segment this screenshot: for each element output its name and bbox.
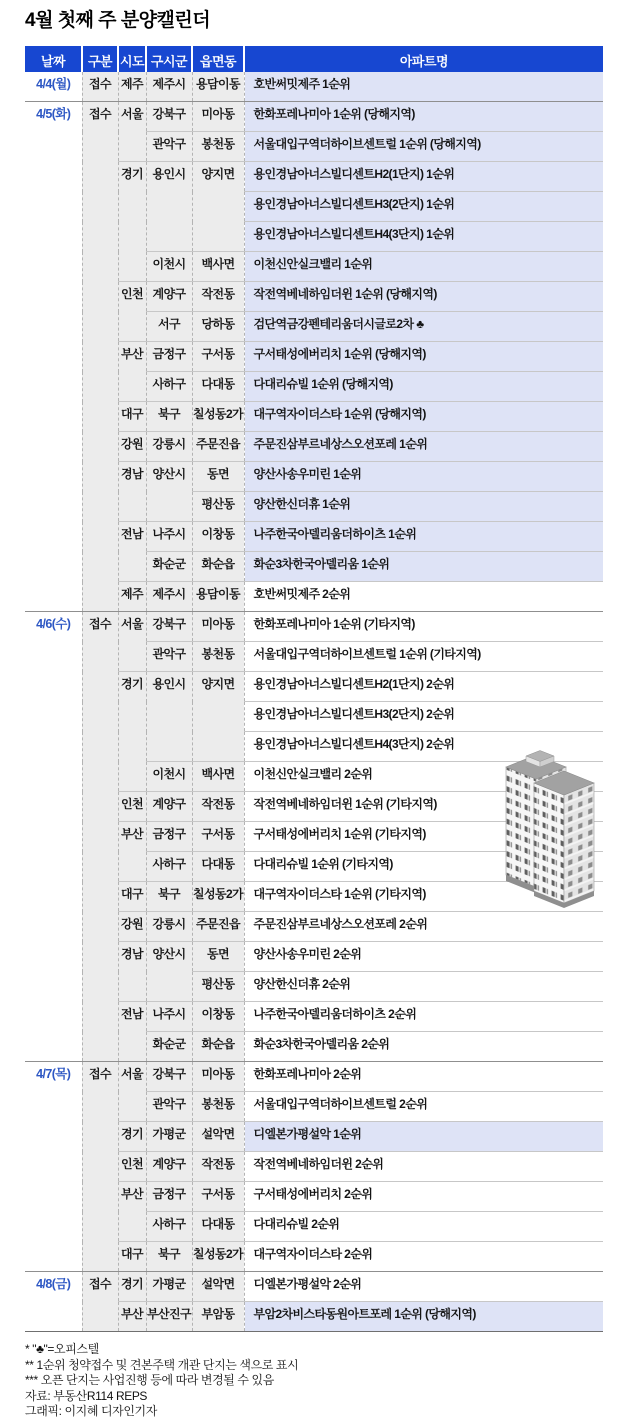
cell-apt: 호반써밋제주 2순위 (244, 582, 603, 612)
cell-gu: 사하구 (146, 1212, 192, 1242)
cell-apt: 주문진삼부르네상스오션포레 1순위 (244, 432, 603, 462)
cell-apt: 나주한국아델리움더하이츠 2순위 (244, 1002, 603, 1032)
cell-gu: 강릉시 (146, 912, 192, 942)
cell-dong: 칠성동2가 (192, 882, 244, 912)
column-header: 시도 (118, 46, 146, 72)
cell-apt: 서울대입구역더하이브센트럴 2순위 (244, 1092, 603, 1122)
cell-dong: 이창동 (192, 1002, 244, 1032)
infographic (0, 9, 620, 1418)
cell-sido: 강원 (118, 432, 146, 462)
cell-dong: 주문진읍 (192, 432, 244, 462)
cell-apt: 호반써밋제주 1순위 (244, 72, 603, 102)
table-body (25, 72, 603, 1332)
table-row (25, 1272, 603, 1302)
cell-dong: 다대동 (192, 372, 244, 402)
cell-apt: 한화포레나미아 1순위 (당해지역) (244, 102, 603, 132)
cell-dong: 설악면 (192, 1272, 244, 1302)
cell-cat: 접수 (82, 72, 118, 102)
cell-sido: 대구 (118, 402, 146, 432)
cell-apt: 양산한신더휴 2순위 (244, 972, 603, 1002)
cell-gu: 나주시 (146, 1002, 192, 1032)
cell-apt: 구서태성에버리치 1순위 (당해지역) (244, 342, 603, 372)
cell-gu: 화순군 (146, 1032, 192, 1062)
cell-sido: 경기 (118, 1272, 146, 1302)
cell-gu: 계양구 (146, 282, 192, 312)
cell-apt: 주문진삼부르네상스오션포레 2순위 (244, 912, 603, 942)
cell-apt: 다대리슈빌 1순위 (기타지역) (244, 852, 603, 882)
cell-date: 4/8(금) (25, 1272, 82, 1332)
cell-apt: 용인경남아너스빌디센트H3(2단지) 1순위 (244, 192, 603, 222)
cell-sido: 부산 (118, 342, 146, 402)
cell-sido: 경남 (118, 462, 146, 522)
cell-apt: 대구역자이더스타 2순위 (244, 1242, 603, 1272)
cell-apt: 한화포레나미아 1순위 (기타지역) (244, 612, 603, 642)
cell-date: 4/5(화) (25, 102, 82, 612)
cell-gu: 북구 (146, 1242, 192, 1272)
cell-dong: 미아동 (192, 612, 244, 642)
source-credit: 자료: 부동산R114 REPS (25, 1388, 148, 1403)
cell-dong: 부암동 (192, 1302, 244, 1332)
cell-dong: 다대동 (192, 1212, 244, 1242)
cell-sido: 인천 (118, 1152, 146, 1182)
cell-apt: 대구역자이더스타 1순위 (당해지역) (244, 402, 603, 432)
cell-gu: 관악구 (146, 132, 192, 162)
cell-gu: 사하구 (146, 372, 192, 402)
cell-sido: 부산 (118, 1182, 146, 1242)
cell-dong: 작전동 (192, 792, 244, 822)
cell-apt: 구서태성에버리치 1순위 (기타지역) (244, 822, 603, 852)
cell-apt: 화순3차한국아델리움 2순위 (244, 1032, 603, 1062)
cell-sido: 경기 (118, 162, 146, 282)
cell-gu: 용인시 (146, 672, 192, 762)
page-title: 4월 첫째 주 분양캘린더 (25, 10, 211, 31)
cell-sido: 인천 (118, 792, 146, 822)
cell-dong: 칠성동2가 (192, 402, 244, 432)
cell-gu: 강북구 (146, 1062, 192, 1092)
cell-apt: 디엘본가평설악 2순위 (244, 1272, 603, 1302)
cell-apt: 나주한국아델리움더하이츠 1순위 (244, 522, 603, 552)
cell-dong: 주문진읍 (192, 912, 244, 942)
cell-dong: 동면 (192, 942, 244, 972)
cell-gu: 북구 (146, 882, 192, 912)
cell-dong: 구서동 (192, 342, 244, 372)
cell-gu: 금정구 (146, 342, 192, 372)
column-header: 구시군 (146, 46, 192, 72)
table-header-row (25, 46, 603, 72)
cell-dong: 설악면 (192, 1122, 244, 1152)
cell-dong: 동면 (192, 462, 244, 492)
cell-gu: 나주시 (146, 522, 192, 552)
cell-apt: 한화포레나미아 2순위 (244, 1062, 603, 1092)
cell-apt: 용인경남아너스빌디센트H3(2단지) 2순위 (244, 702, 603, 732)
cell-dong: 작전동 (192, 1152, 244, 1182)
cell-gu: 화순군 (146, 552, 192, 582)
cell-gu: 금정구 (146, 1182, 192, 1212)
cell-apt: 이천신안실크밸리 2순위 (244, 762, 603, 792)
cell-dong: 칠성동2가 (192, 1242, 244, 1272)
cell-gu: 강릉시 (146, 432, 192, 462)
cell-apt: 양산한신더휴 1순위 (244, 492, 603, 522)
cell-sido: 부산 (118, 822, 146, 882)
cell-apt: 서울대입구역더하이브센트럴 1순위 (기타지역) (244, 642, 603, 672)
cell-dong: 작전동 (192, 282, 244, 312)
cell-dong: 백사면 (192, 252, 244, 282)
column-header: 구분 (82, 46, 118, 72)
cell-apt: 용인경남아너스빌디센트H2(1단지) 2순위 (244, 672, 603, 702)
cell-sido: 강원 (118, 912, 146, 942)
cell-apt: 작전역베네하임더윈 2순위 (244, 1152, 603, 1182)
cell-gu: 이천시 (146, 762, 192, 792)
cell-gu: 강북구 (146, 612, 192, 642)
cell-apt: 용인경남아너스빌디센트H2(1단지) 1순위 (244, 162, 603, 192)
cell-sido: 인천 (118, 282, 146, 342)
table-row (25, 1062, 603, 1092)
cell-apt: 디엘본가평설악 1순위 (244, 1122, 603, 1152)
calendar-table (25, 46, 603, 1332)
cell-dong: 봉천동 (192, 1092, 244, 1122)
cell-sido: 전남 (118, 522, 146, 582)
cell-apt: 양산사송우미린 2순위 (244, 942, 603, 972)
cell-date: 4/6(수) (25, 612, 82, 1062)
cell-gu: 서구 (146, 312, 192, 342)
cell-date: 4/7(목) (25, 1062, 82, 1272)
footnote-officetel: * "♣"=오피스텔 (25, 1342, 99, 1356)
cell-gu: 이천시 (146, 252, 192, 282)
cell-apt: 용인경남아너스빌디센트H4(3단지) 1순위 (244, 222, 603, 252)
cell-gu: 북구 (146, 402, 192, 432)
table-row (25, 612, 603, 642)
cell-dong: 평산동 (192, 492, 244, 522)
cell-apt: 서울대입구역더하이브센트럴 1순위 (당해지역) (244, 132, 603, 162)
cell-sido: 대구 (118, 882, 146, 912)
cell-apt: 다대리슈빌 1순위 (당해지역) (244, 372, 603, 402)
cell-sido: 서울 (118, 1062, 146, 1122)
cell-sido: 서울 (118, 102, 146, 162)
cell-dong: 화순읍 (192, 1032, 244, 1062)
cell-gu: 양산시 (146, 942, 192, 1002)
cell-dong: 용담이동 (192, 72, 244, 102)
footnote-color-legend: ** 1순위 청약접수 및 견본주택 개관 단지는 색으로 표시 (25, 1357, 299, 1372)
cell-sido: 제주 (118, 582, 146, 612)
cell-apt: 다대리슈빌 2순위 (244, 1212, 603, 1242)
cell-dong: 양지면 (192, 672, 244, 762)
cell-gu: 용인시 (146, 162, 192, 252)
cell-dong: 다대동 (192, 852, 244, 882)
graphic-credit: 그래픽: 이지혜 디자인기자 (25, 1404, 157, 1418)
cell-gu: 계양구 (146, 792, 192, 822)
footnote-change-notice: *** 오픈 단지는 사업진행 등에 따라 변경될 수 있음 (25, 1373, 274, 1387)
cell-gu: 가평군 (146, 1272, 192, 1302)
cell-dong: 미아동 (192, 1062, 244, 1092)
cell-dong: 당하동 (192, 312, 244, 342)
cell-gu: 관악구 (146, 1092, 192, 1122)
column-header: 날짜 (25, 46, 82, 72)
cell-apt: 화순3차한국아델리움 1순위 (244, 552, 603, 582)
cell-cat: 접수 (82, 1062, 118, 1272)
cell-apt: 용인경남아너스빌디센트H4(3단지) 2순위 (244, 732, 603, 762)
footnotes (25, 1342, 620, 1420)
table-row (25, 102, 603, 132)
cell-gu: 가평군 (146, 1122, 192, 1152)
cell-dong: 용담이동 (192, 582, 244, 612)
cell-date: 4/4(월) (25, 72, 82, 102)
cell-dong: 봉천동 (192, 642, 244, 672)
cell-apt: 양산사송우미린 1순위 (244, 462, 603, 492)
cell-apt: 대구역자이더스타 1순위 (기타지역) (244, 882, 603, 912)
cell-sido: 경남 (118, 942, 146, 1002)
cell-sido: 제주 (118, 72, 146, 102)
cell-gu: 관악구 (146, 642, 192, 672)
cell-sido: 부산 (118, 1302, 146, 1332)
cell-dong: 이창동 (192, 522, 244, 552)
cell-sido: 서울 (118, 612, 146, 672)
column-header: 읍면동 (192, 46, 244, 72)
cell-dong: 구서동 (192, 822, 244, 852)
cell-dong: 봉천동 (192, 132, 244, 162)
cell-dong: 화순읍 (192, 552, 244, 582)
cell-gu: 제주시 (146, 582, 192, 612)
cell-cat: 접수 (82, 1272, 118, 1332)
cell-apt: 작전역베네하임더윈 1순위 (당해지역) (244, 282, 603, 312)
cell-dong: 구서동 (192, 1182, 244, 1212)
table-row (25, 72, 603, 102)
cell-apt: 검단역금강펜테리움더시글로2차 ♣ (244, 312, 603, 342)
cell-gu: 금정구 (146, 822, 192, 852)
cell-cat: 접수 (82, 612, 118, 1062)
cell-dong: 평산동 (192, 972, 244, 1002)
column-header: 아파트명 (244, 46, 603, 72)
cell-gu: 제주시 (146, 72, 192, 102)
cell-gu: 부산진구 (146, 1302, 192, 1332)
cell-dong: 미아동 (192, 102, 244, 132)
cell-apt: 구서태성에버리치 2순위 (244, 1182, 603, 1212)
cell-apt: 이천신안실크밸리 1순위 (244, 252, 603, 282)
cell-apt: 부암2차비스타동원아트포레 1순위 (당해지역) (244, 1302, 603, 1332)
cell-apt: 작전역베네하임더윈 1순위 (기타지역) (244, 792, 603, 822)
cell-sido: 경기 (118, 1122, 146, 1152)
cell-sido: 전남 (118, 1002, 146, 1062)
cell-gu: 강북구 (146, 102, 192, 132)
cell-gu: 양산시 (146, 462, 192, 522)
cell-gu: 사하구 (146, 852, 192, 882)
cell-cat: 접수 (82, 102, 118, 612)
cell-gu: 계양구 (146, 1152, 192, 1182)
cell-dong: 양지면 (192, 162, 244, 252)
cell-dong: 백사면 (192, 762, 244, 792)
cell-sido: 대구 (118, 1242, 146, 1272)
cell-sido: 경기 (118, 672, 146, 792)
